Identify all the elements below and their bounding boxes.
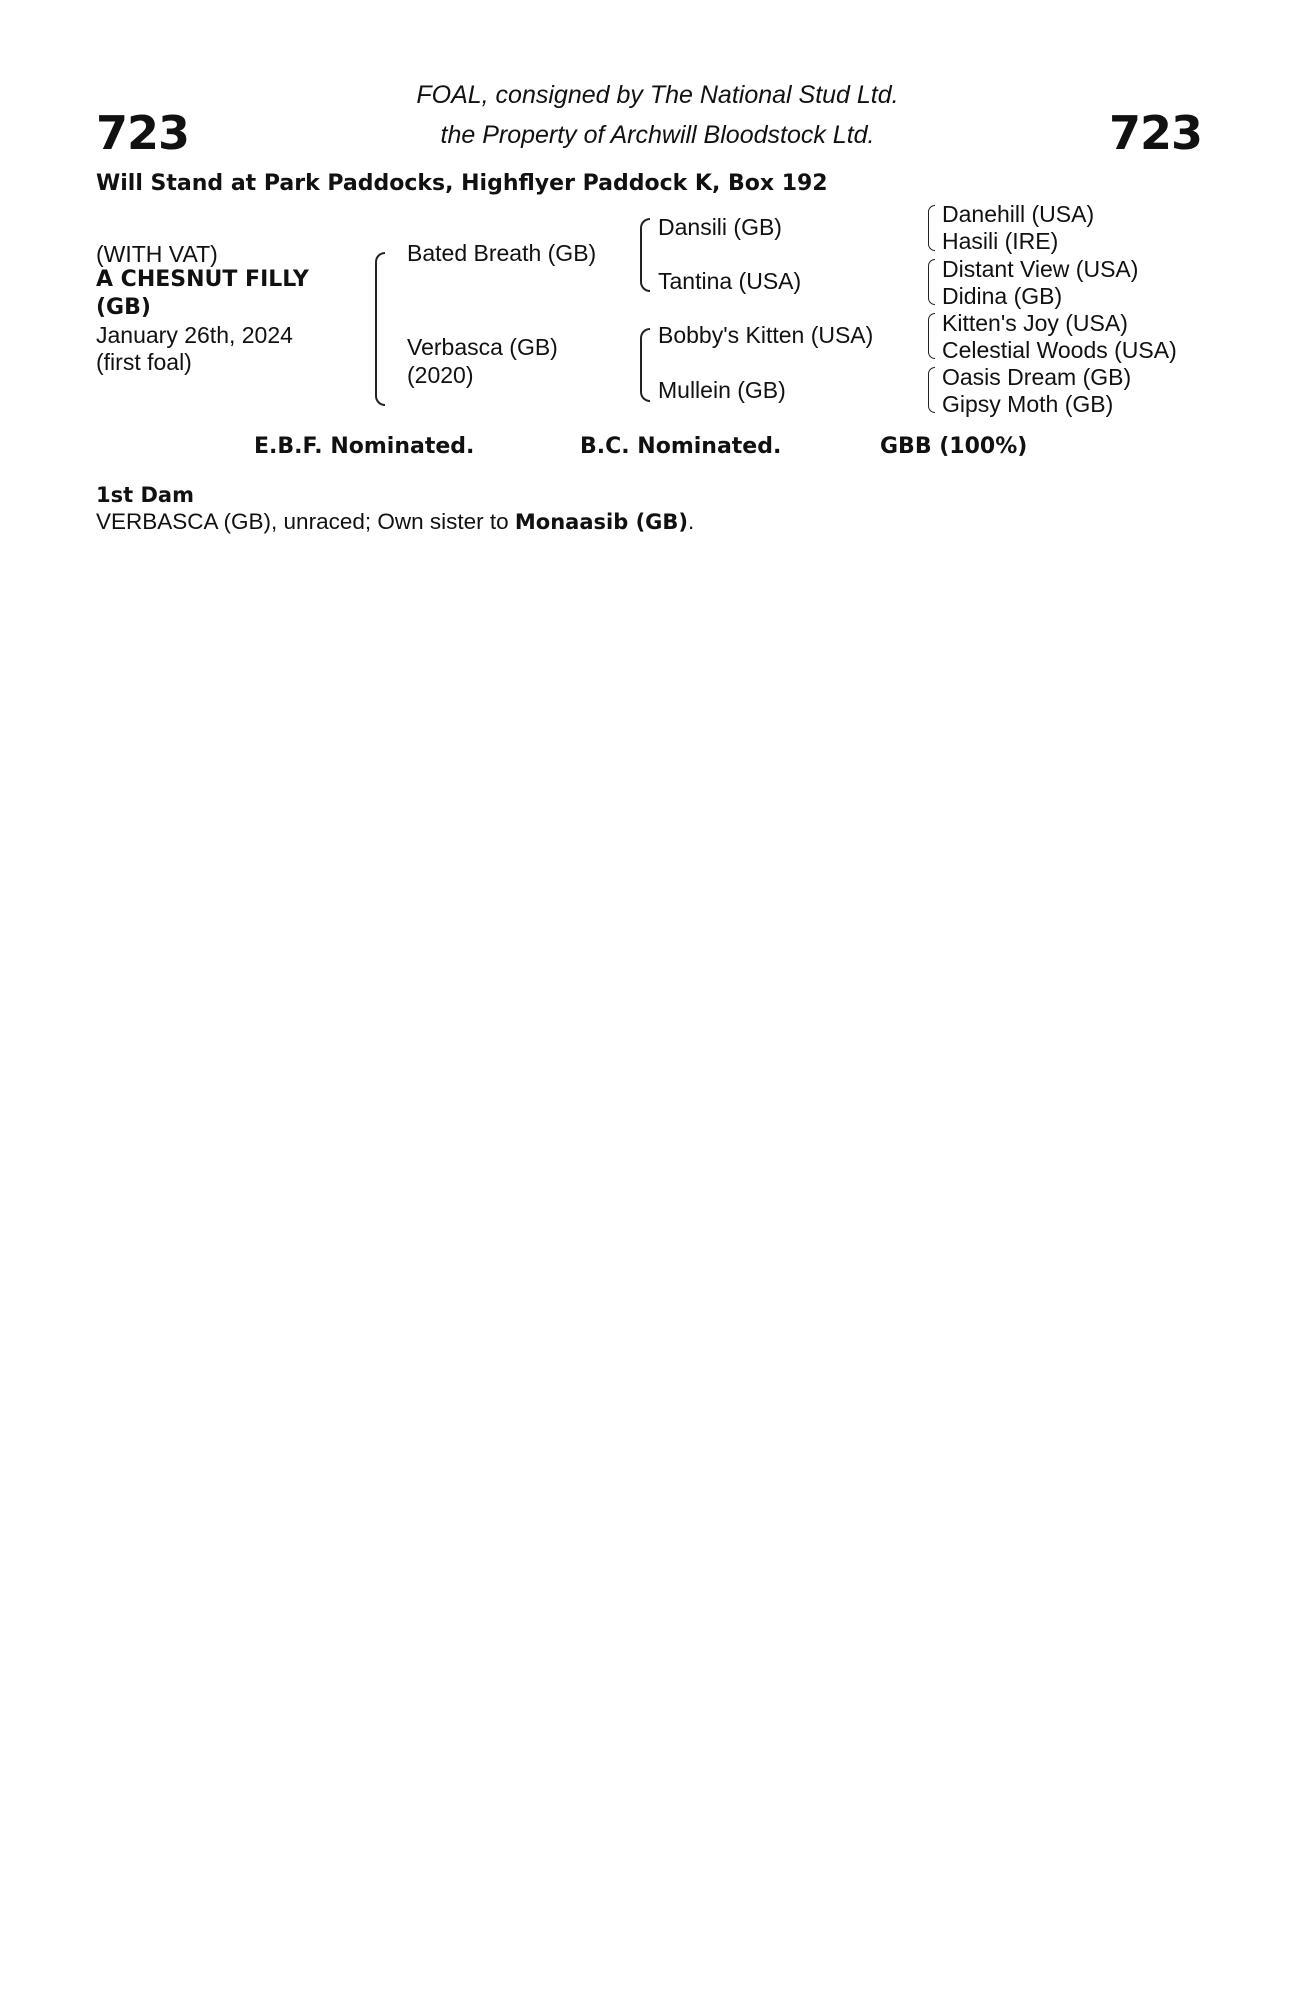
stand-line: Will Stand at Park Paddocks, Highflyer Paddock K, Box 192	[96, 171, 828, 196]
dam-year: (2020)	[407, 362, 474, 388]
first-dam-section	[96, 483, 1202, 535]
brace-g1	[928, 205, 935, 251]
dam-brace	[640, 328, 650, 402]
ancestor-g5: Kitten's Joy (USA)	[942, 310, 1128, 336]
sire-dam: Tantina (USA)	[658, 268, 802, 294]
gbb-status: GBB (100%)	[880, 434, 1028, 459]
sire-sire: Dansili (GB)	[658, 214, 782, 240]
foaling-date: January 26th, 2024	[96, 322, 293, 348]
lot-number-right: 723	[1108, 106, 1202, 160]
property-line: the Property of Archwill Bloodstock Ltd.	[440, 121, 875, 149]
ancestor-g2: Hasili (IRE)	[942, 228, 1059, 254]
main-brace	[375, 252, 385, 406]
foal-note: (first foal)	[96, 349, 192, 375]
brace-g4	[928, 367, 935, 413]
consignor-line: FOAL, consigned by The National Stud Ltd.	[416, 81, 899, 109]
vat-label: (WITH VAT)	[96, 241, 218, 267]
first-dam-text-a: VERBASCA (GB), unraced; Own sister to	[96, 508, 515, 534]
lot-number-left: 723	[96, 106, 190, 160]
first-dam-title: 1st Dam	[96, 483, 194, 507]
ancestor-g6: Celestial Woods (USA)	[942, 337, 1177, 363]
brace-g3	[928, 313, 935, 359]
first-dam-bold-a: Monaasib (GB)	[514, 509, 689, 534]
lot-description: A CHESNUT FILLY	[96, 267, 309, 292]
ancestor-g3: Distant View (USA)	[942, 256, 1139, 282]
ancestor-g7: Oasis Dream (GB)	[942, 364, 1132, 390]
ebf-nomination: E.B.F. Nominated.	[254, 434, 475, 459]
sire: Bated Breath (GB)	[407, 240, 597, 266]
bc-nomination: B.C. Nominated.	[580, 434, 782, 459]
ancestor-g4: Didina (GB)	[942, 283, 1063, 309]
ancestor-g1: Danehill (USA)	[942, 201, 1095, 227]
dam-dam: Mullein (GB)	[658, 377, 786, 403]
dam: Verbasca (GB)	[407, 334, 558, 360]
ancestor-g8: Gipsy Moth (GB)	[942, 391, 1114, 417]
sire-brace	[640, 218, 650, 292]
catalogue-body	[96, 483, 1202, 560]
first-dam-text-b: .	[688, 508, 695, 534]
first-dam-text	[96, 509, 1202, 536]
brace-g2	[928, 259, 935, 305]
lot-country: (GB)	[96, 295, 151, 320]
dam-sire: Bobby's Kitten (USA)	[658, 322, 874, 348]
